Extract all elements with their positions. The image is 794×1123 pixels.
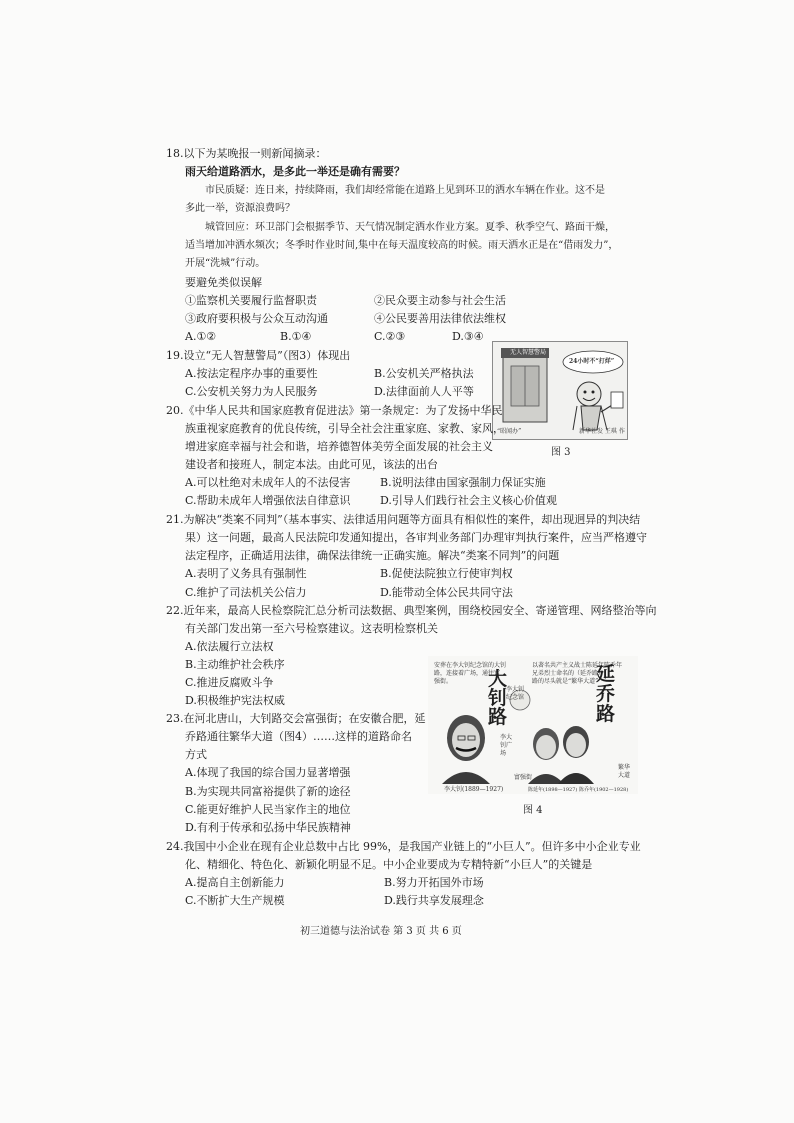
q18-option-3: ③政府要积极与公众互动沟通: [185, 312, 328, 325]
fig4-square-label: 李大钊广场: [500, 734, 513, 757]
fig4-street-right: 繁华大道: [618, 764, 631, 779]
q22-choice-d: D.积极维护宪法权威: [185, 694, 285, 707]
q19-choice-d: D.法律面前人人平等: [374, 385, 474, 398]
q23-line3: 方式: [185, 748, 207, 761]
q23-choice-d: D.有利于传承和弘扬中华民族精神: [185, 821, 351, 834]
q24-line1: 24.我国中小企业在现有企业总数中占比 99%，是我国产业链上的“小巨人”。但许多中小企业专业: [166, 840, 641, 853]
q18-choice-b: B.①④: [280, 330, 312, 343]
cartoon-left-tag: “昭闻办”: [497, 428, 522, 435]
fig4-right-note-line2: 兄弟烈士命名的（延乔路）: [532, 670, 605, 677]
page-footer: 初三道德与法治试卷 第 3 页 共 6 页: [300, 926, 462, 937]
figure-3-caption: 图 3: [551, 447, 571, 458]
fig4-name-li: 李大钊(1889—1927): [444, 786, 504, 793]
fig4-left-note-line3: 强街。: [434, 678, 453, 685]
figure-3-cartoon: [492, 341, 628, 440]
q18-choice-a: A.①②: [185, 330, 217, 343]
q18-ask: 要避免类似误解: [185, 276, 262, 289]
q18-citizen-line1: 市民质疑：连日来，持续降雨，我们却经常能在道路上见到环卫的洒水车辆在作业。这不是: [205, 185, 605, 196]
q19-stem: 19.设立“无人智慧警局”（图3）体现出: [166, 349, 351, 362]
cartoon-credit: 新华社发 王琪 作: [579, 428, 625, 435]
q24-choice-d: D.践行共享发展理念: [384, 894, 484, 907]
q18-option-4: ④公民要善用法律依法维权: [374, 312, 506, 325]
figure-4-caption: 图 4: [523, 805, 543, 816]
q21-line2: 果）这一问题，最高人民法院印发通知提出，各审判业务部门办理审判执行案件，应当严格遵守: [185, 531, 647, 544]
q22-choice-b: B.主动维护社会秩序: [185, 658, 285, 671]
q22-line1: 22.近年来，最高人民检察院汇总分析司法数据、典型案例，围绕校园安全、寄递管理、网络整治等向: [166, 604, 657, 617]
q18-reply-line3: 开展“洗城”行动。: [185, 258, 266, 269]
q20-choice-a: A.可以杜绝对未成年人的不法侵害: [185, 476, 351, 489]
q20-line2: 族重视家庭教育的优良传统，引导全社会注重家庭、家教、家风，: [185, 422, 504, 435]
q19-choice-b: B.公安机关严格执法: [374, 367, 474, 380]
q20-choice-d: D.引导人们践行社会主义核心价值观: [380, 494, 557, 507]
q21-choice-a: A.表明了义务具有强制性: [185, 567, 307, 580]
q23-choice-b: B.为实现共同富裕提供了新的途径: [185, 785, 351, 798]
q22-choice-a: A.依法履行立法权: [185, 640, 274, 653]
q20-line4: 建设者和接班人，制定本法。由此可见，该法的出台: [185, 458, 438, 471]
q21-choice-b: B.促使法院独立行使审判权: [380, 567, 513, 580]
q20-line3: 增进家庭幸福与社会和谐，培养德智体美劳全面发展的社会主义: [185, 440, 493, 453]
figure-4-road-names: [428, 656, 638, 794]
q24-choice-c: C.不断扩大生产规模: [185, 894, 285, 907]
fig4-road-left-title: 大钊路: [488, 668, 508, 728]
q20-choice-c: C.帮助未成年人增强依法自律意识: [185, 494, 351, 507]
q24-line2: 化、精细化、特色化、新颖化明显不足。中小企业要成为专精特新“小巨人”的关键是: [185, 858, 593, 871]
q20-line1: 20.《中华人民共和国家庭教育促进法》第一条规定：为了发扬中华民: [166, 404, 503, 417]
fig4-name-chen: 陈延年(1898—1927) 陈乔年(1902—1928): [528, 787, 629, 793]
q21-choice-c: C.维护了司法机关公信力: [185, 586, 307, 599]
q23-choice-a: A.体现了我国的综合国力显著增强: [185, 766, 351, 779]
q18-citizen-line2: 多此一举，资源浪费吗？: [185, 203, 295, 214]
fig4-plaque-line1: 李大钊: [506, 686, 525, 693]
fig4-road-right-title: 延乔路: [596, 663, 616, 725]
fig4-right-note-line3: 路的尽头就是“繁华大道”: [532, 678, 599, 685]
q23-choice-c: C.能更好维护人民当家作主的地位: [185, 803, 351, 816]
q21-choice-d: D.能带动全体公民共同守法: [380, 586, 513, 599]
q18-option-1: ①监察机关要履行监督职责: [185, 294, 317, 307]
q18-headline: 雨天给道路洒水，是多此一举还是确有需要？: [185, 165, 405, 178]
q24-choice-b: B.努力开拓国外市场: [384, 876, 484, 889]
q21-line1: 21.为解决“类案不同判”（基本事实、法律适用问题等方面具有相似性的案件，却出现迥异的判决结: [166, 513, 641, 526]
fig4-street-left: 富强街: [514, 774, 533, 781]
q23-line1: 23.在河北唐山，大钊路交会富强街；在安徽合肥，延: [166, 712, 426, 725]
q18-choice-d: D.③④: [452, 330, 484, 343]
q19-choice-c: C.公安机关努力为人民服务: [185, 385, 318, 398]
q22-choice-c: C.推进反腐败斗争: [185, 676, 274, 689]
q18-reply-line1: 城管回应：环卫部门会根据季节、天气情况制定洒水作业方案。夏季、秋季空气、路面干燥，: [205, 222, 615, 233]
cartoon-speech-bubble: 24小时不“打烊”: [569, 358, 615, 365]
q18-stem: 18.以下为某晚报一则新闻摘录：: [166, 147, 327, 160]
q18-option-2: ②民众要主动参与社会生活: [374, 294, 506, 307]
fig4-right-note-line1: 以著名共产主义战士陈延年陈乔年: [532, 662, 623, 669]
fig4-plaque-line2: 纪念馆: [506, 694, 525, 701]
q23-line2: 乔路通往繁华大道（图4）……这样的道路命名: [185, 730, 412, 743]
q18-choice-c: C.②③: [374, 330, 406, 343]
fig4-left-note-line2: 路，连接着广场，通往富: [434, 670, 501, 677]
q19-choice-a: A.按法定程序办事的重要性: [185, 367, 318, 380]
q18-reply-line2: 适当增加冲洒水频次；冬季时作业时间,集中在每天温度较高的时候。雨天洒水正是在“借雨发力”，: [185, 240, 619, 251]
q24-choice-a: A.提高自主创新能力: [185, 876, 285, 889]
fig4-left-note-line1: 安葬在李大钊纪念馆的大钊: [434, 662, 507, 669]
q21-line3: 法定程序，正确适用法律，确保法律统一正确实施。解决“类案不同判”的问题: [185, 549, 560, 562]
q20-choice-b: B.说明法律由国家强制力保证实施: [380, 476, 546, 489]
police-booth-sign: 无人智慧警局: [510, 349, 547, 356]
q22-line2: 有关部门发出第一至六号检察建议。这表明检察机关: [185, 622, 438, 635]
